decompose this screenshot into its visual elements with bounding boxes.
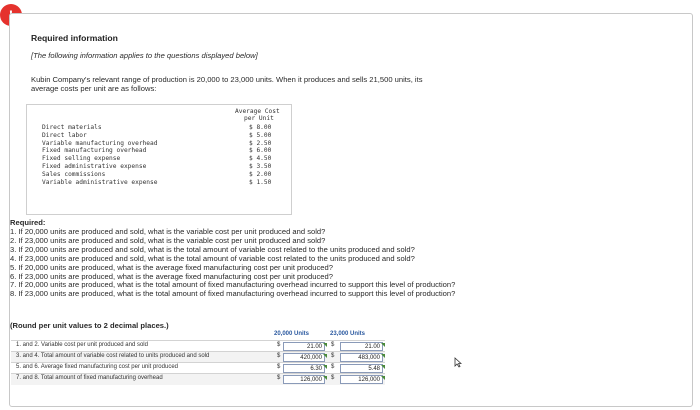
- answer-input-23000[interactable]: 5.48: [340, 364, 383, 373]
- required-item: 8. If 23,000 units are produced, what is the total amount of fixed manufacturing overhead incurred to support this level of production?: [10, 289, 456, 299]
- cost-value: $ 2.50: [249, 139, 272, 147]
- dollar-sign: $: [277, 364, 281, 370]
- required-item: 6. If 23,000 units are produced, what is the average fixed manufacturing cost per unit produced?: [10, 271, 333, 281]
- cost-row: [27, 140, 291, 148]
- mouse-cursor-icon: [454, 357, 462, 368]
- cost-value: $ 3.50: [249, 163, 272, 170]
- cost-label: Fixed administrative expense: [42, 163, 147, 170]
- cost-header-1: Average Cost: [235, 108, 280, 115]
- dollar-sign: $: [277, 342, 281, 348]
- cost-label: Sales commissions: [42, 170, 106, 178]
- cost-row: [27, 171, 291, 179]
- cost-value: $ 1.50: [249, 178, 272, 186]
- intro-text-1: Kubin Company's relevant range of production is 20,000 to 23,000 units. When it produces and sells 21,500 units, its: [31, 75, 423, 84]
- answer-input-20000[interactable]: 21.00: [283, 342, 325, 351]
- cost-label: Direct labor: [42, 131, 87, 139]
- dollar-sign: $: [331, 375, 335, 381]
- answer-input-20000[interactable]: 126,000: [283, 375, 325, 384]
- required-item: 3. If 20,000 units are produced and sold, what is the total amount of variable cost related to the units produced and sold?: [10, 244, 415, 254]
- cost-row: [27, 124, 291, 132]
- answer-row-label: 1. and 2. Variable cost per unit produced and sold: [16, 342, 148, 348]
- answer-row-label: 3. and 4. Total amount of variable cost related to units produced and sold: [16, 353, 210, 359]
- cost-row: [27, 132, 291, 140]
- required-item: 7. If 20,000 units are produced, what is the total amount of fixed manufacturing overhead incurred to support this level of production?: [10, 280, 456, 290]
- answer-row-label: 5. and 6. Average fixed manufacturing cost per unit produced: [16, 364, 178, 370]
- dollar-sign: $: [277, 375, 281, 381]
- answer-row: [11, 373, 385, 385]
- cost-row: [27, 155, 291, 163]
- cost-label: Fixed manufacturing overhead: [42, 147, 147, 155]
- cost-value: $ 6.00: [249, 147, 272, 155]
- answer-row-label: 7. and 8. Total amount of fixed manufacturing overhead: [16, 375, 163, 381]
- cost-row: [27, 179, 291, 187]
- rounding-note: (Round per unit values to 2 decimal places.): [10, 321, 169, 330]
- section-subtitle: [The following information applies to the questions displayed below]: [31, 51, 258, 60]
- intro-text-2: average costs per unit are as follows:: [31, 84, 157, 93]
- answer-input-20000[interactable]: 6.30: [283, 364, 325, 373]
- cost-value: $ 2.00: [249, 170, 272, 178]
- required-item: 4. If 23,000 units are produced and sold, what is the total amount of variable cost related to the units produced and sold?: [10, 253, 415, 263]
- cost-table: [26, 104, 292, 215]
- cost-label: Variable administrative expense: [42, 178, 158, 186]
- required-item: 1. If 20,000 units are produced and sold, what is the variable cost per unit produced and sold?: [10, 227, 326, 236]
- cost-value: $ 8.00: [249, 124, 272, 131]
- cost-label: Direct materials: [42, 124, 102, 131]
- cost-value: $ 4.50: [249, 155, 272, 163]
- required-heading: Required:: [10, 218, 46, 227]
- answer-table: [10, 331, 388, 407]
- dollar-sign: $: [331, 353, 335, 359]
- section-title: Required information: [31, 33, 118, 43]
- dollar-sign: $: [331, 364, 335, 370]
- required-item: 2. If 23,000 units are produced and sold, what is the variable cost per unit produced and sold?: [10, 235, 326, 245]
- col-header-20000: 20,000 Units: [274, 331, 310, 337]
- cost-header-2: per Unit: [244, 115, 274, 122]
- cost-label: Fixed selling expense: [42, 155, 121, 163]
- question-card: [9, 13, 693, 407]
- cost-row: [27, 147, 291, 155]
- answer-input-23000[interactable]: 21.00: [340, 342, 383, 351]
- cost-value: $ 5.00: [249, 131, 272, 139]
- dollar-sign: $: [277, 353, 281, 359]
- answer-input-23000[interactable]: 126,000: [340, 375, 383, 384]
- cost-row: [27, 163, 291, 171]
- answer-input-20000[interactable]: 420,000: [283, 353, 325, 362]
- answer-input-23000[interactable]: 483,000: [340, 353, 383, 362]
- required-item: 5. If 20,000 units are produced, what is the average fixed manufacturing cost per unit produced?: [10, 262, 333, 272]
- cost-label: Variable manufacturing overhead: [42, 139, 158, 147]
- dollar-sign: $: [331, 342, 335, 348]
- col-header-23000: 23,000 Units: [330, 331, 366, 337]
